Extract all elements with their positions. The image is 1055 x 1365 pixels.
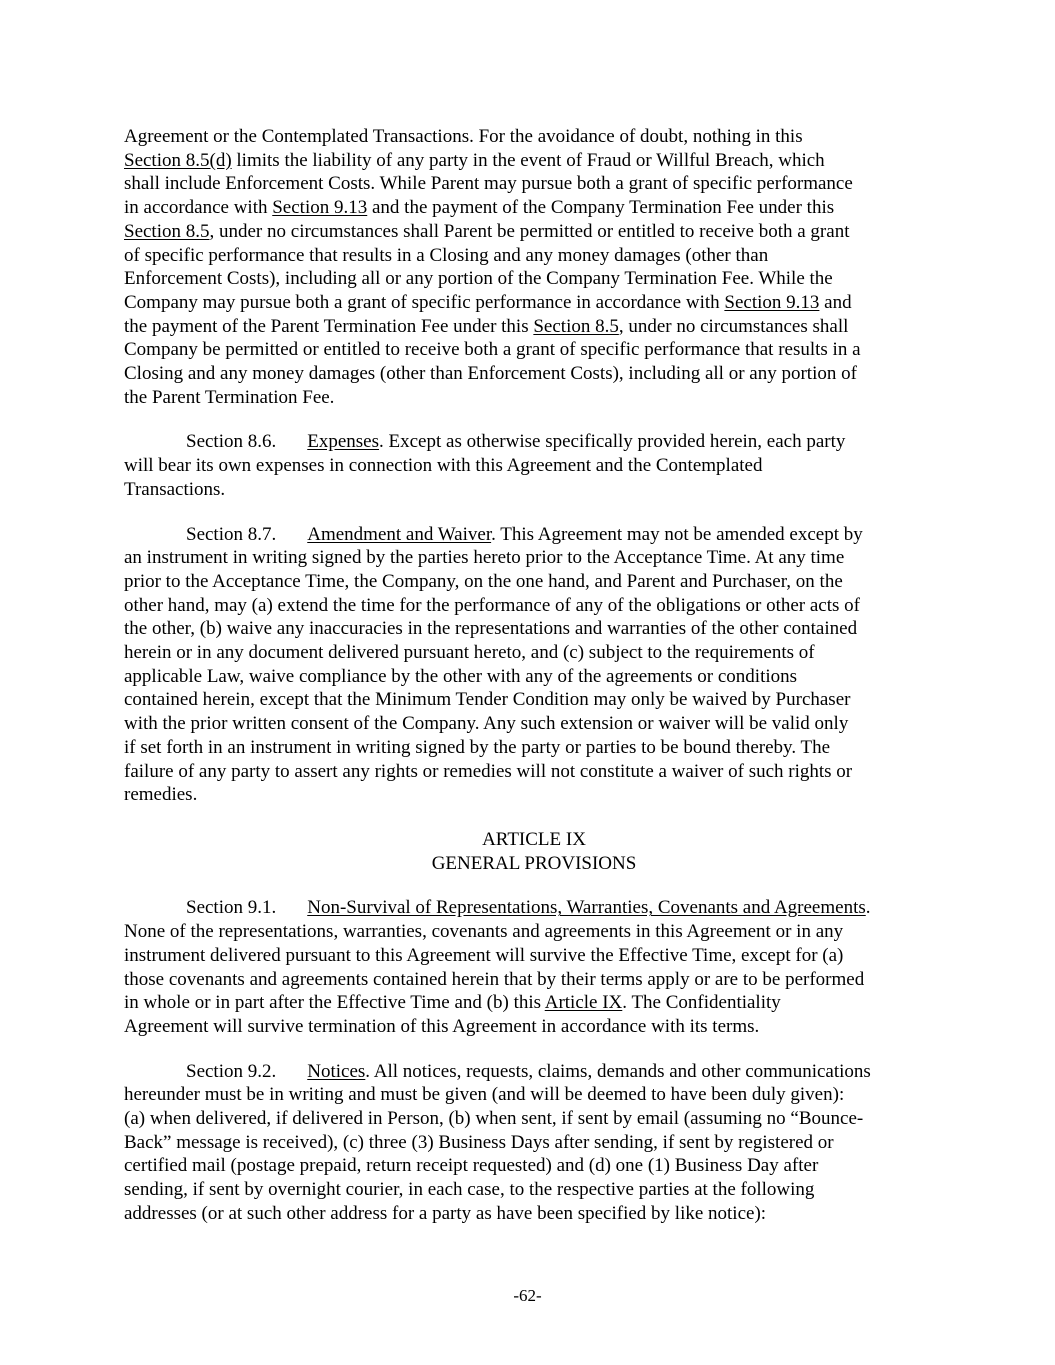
- document-body: [124, 125, 944, 1226]
- section-number: Section 8.6.: [186, 431, 277, 453]
- section-8-7: Section 8.7. Amendment and Waiver. This Agreement may not be amended except by an instrument in writing signed by the parties hereto prior to the Acceptance Time. At any time prior to the Acceptance Time, the Company, on the one hand, and Parent and Purchaser, on the other hand, may (a) extend the time for the performance of any of the obligations or other acts of the other, (b) waive any inaccuracies in the representations and warranties of the other contained herein or in any document delivered pursuant hereto, and (c) subject to the requirements of applicable Law, waive compliance by the other with any of the agreements or conditions contained herein, except that the Minimum Tender Condition may only be waived by Purchaser with the prior written consent of the Company. Any such extension or waiver will be valid only if set forth in an instrument in writing signed by the party or parties to be bound thereby. The failure of any party to assert any rights or remedies will not constitute a waiver of such rights or remedies.: [124, 523, 863, 806]
- section-number: Section 8.7.: [186, 523, 277, 545]
- paragraph-termination-fee: Agreement or the Contemplated Transactions. For the avoidance of doubt, nothing in this Section 8.5(d) limits the liability of any party in the event of Fraud or Willful Breach, which shall include Enforcement Costs. While Parent may pursue both a grant of specific performance in accordance with Section 9.13 and the payment of the Company Termination Fee under this Section 8.5, under no circumstances shall Parent be permitted or entitled to receive both a grant of specific performance that results in a Closing and any money damages (other than Enforcement Costs), including all or any portion of the Company Termination Fee. While the Company may pursue both a grant of specific performance in accordance with Section 9.13 and the payment of the Parent Termination Fee under this Section 8.5, under no circumstances shall Company be permitted or entitled to receive both a grant of specific performance that results in a Closing and any money damages (other than Enforcement Costs), including all or any portion of the Parent Termination Fee.: [124, 126, 861, 408]
- section-9-1: Section 9.1. Non-Survival of Representations, Warranties, Covenants and Agreements. None of the representations, warranties, covenants and agreements in this Agreement or in any instrument delivered pursuant to this Agreement will survive the Effective Time, except for (a) those covenants and agreements contained herein that by their terms apply or are to be performed in whole or in part after the Effective Time and (b) this Article IX. The Confidentiality Agreement will survive termination of this Agreement in accordance with its terms.: [124, 897, 871, 1037]
- section-number: Section 9.2.: [186, 1060, 277, 1082]
- section-reference: Section 9.13: [724, 291, 820, 313]
- section-reference: Section 8.5(d): [124, 149, 232, 171]
- section-9-2: Section 9.2. Notices. All notices, requests, claims, demands and other communications hereunder must be in writing and must be given (and will be deemed to have been duly given): (a) when delivered, if delivered in Person, (b) when sent, if sent by email (assuming no “Bounce- Back” message is received), (c) three (3) Business Days after sending, if sent by registered or certified mail (postage prepaid, return receipt requested) and (d) one (1) Business Day after sending, if sent by overnight courier, in each case, to the respective parties at the following addresses (or at such other address for a party as have been specified by like notice):: [124, 1060, 871, 1224]
- section-reference: Section 9.13: [272, 197, 368, 219]
- section-reference: Article IX: [544, 992, 623, 1014]
- section-8-6: Section 8.6. Expenses. Except as otherwise specifically provided herein, each party will bear its own expenses in connection with this Agreement and the Contemplated Transactions.: [124, 431, 846, 500]
- section-reference: Section 8.5: [124, 220, 210, 242]
- section-reference: Section 8.5: [533, 315, 619, 337]
- section-title: Amendment and Waiver: [307, 523, 492, 545]
- article-title: GENERAL PROVISIONS: [431, 852, 637, 874]
- section-title: Notices: [307, 1060, 366, 1082]
- section-number: Section 9.1.: [186, 897, 277, 919]
- page-number: -62-: [513, 1286, 542, 1305]
- section-title: Expenses: [307, 431, 380, 453]
- article-number: ARTICLE IX: [482, 828, 586, 850]
- section-title: Non-Survival of Representations, Warranties, Covenants and Agreements: [307, 897, 866, 919]
